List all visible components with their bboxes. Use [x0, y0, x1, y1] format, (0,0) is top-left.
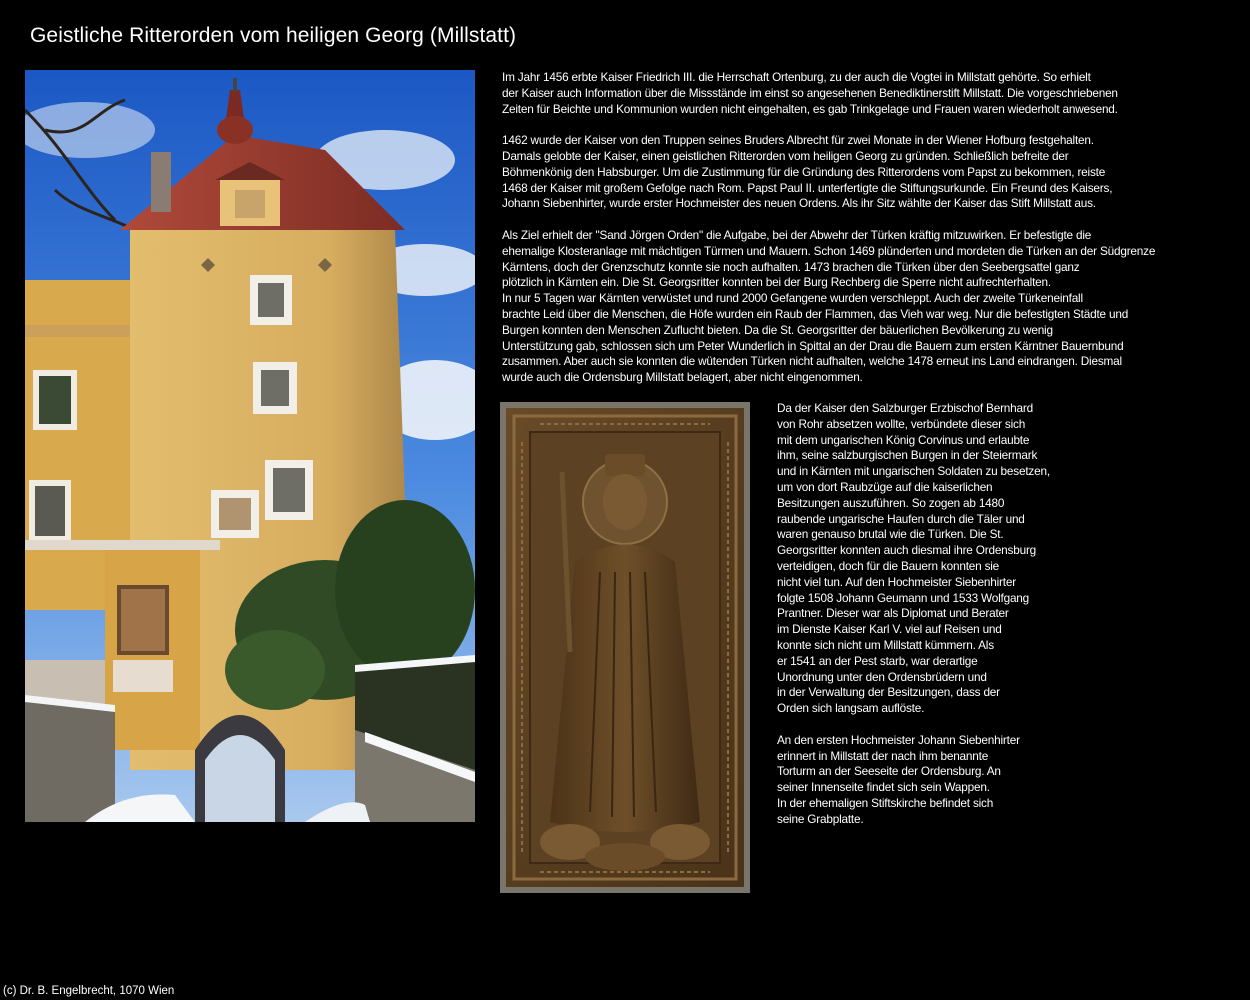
- side-paragraph-2: An den ersten Hochmeister Johann Siebenhirter erinnert in Millstatt der nach ihm benannte Torturm an der Seeseite der Ordensburg. An seiner Innenseite findet sich sein Wappen. In der ehemaligen Stiftskirche befindet sich seine Grabplatte.: [777, 732, 1020, 826]
- article-paragraph-1: Im Jahr 1456 erbte Kaiser Friedrich III. die Herrschaft Ortenburg, zu der auch die Vogtei in Millstatt gehörte. So erhielt der Kaiser auch Information über die Missstände im einst so angesehenen Benediktinerstift Millstatt. Die vorgeschriebenen Zeiten für Beichte und Kommunion wurden nicht eingehalten, es gab Trinkgelage und Frauen waren wiederholt anwesend.: [502, 70, 1118, 116]
- copyright-footer: (c) Dr. B. Engelbrecht, 1070 Wien: [3, 985, 175, 997]
- tomb-plate-drawing: [500, 402, 750, 893]
- article-paragraph-2: 1462 wurde der Kaiser von den Truppen seines Bruders Albrecht für zwei Monate in der Wiener Hofburg festgehalten. Damals gelobte der Kaiser, einen geistlichen Ritterorden vom heiligen Georg zu gründen. Schließlich befreite der Böhmenkönig den Habsburger. Um die Zustimmung für die Gründung des Ritterordens vom Papst zu bekommen, reiste 1468 der Kaiser mit großem Gefolge nach Rom. Papst Paul II. unterfertigte die Stiftungsurkunde. Ein Freund des Kaisers, Johann Siebenhirter, wurde erster Hochmeister des neuen Ordens. Als ihr Sitz wählte der Kaiser das Stift Millstatt aus.: [502, 133, 1113, 211]
- tower-photo: [25, 70, 475, 822]
- side-text: [777, 401, 1097, 843]
- side-paragraph-1: Da der Kaiser den Salzburger Erzbischof Bernhard von Rohr absetzen wollte, verbündete dieser sich mit dem ungarischen König Corvinus und erlaubte ihm, seine salzburgischen Burgen in der Steiermark und in Kärnten mit ungarischen Soldaten zu besetzen, um von dort Raubzüge auf die kaiserlichen Besitzungen auszuführen. So zogen ab 1480 raubende ungarische Haufen durch die Täler und waren genauso brutal wie die Türken. Die St. Georgsritter konnten auch diesmal ihre Ordensburg verteidigen, doch für die Bauern konnten sie nicht viel tun. Auf den Hochmeister Siebenhirter folgte 1508 Johann Geumann und 1533 Wolfgang Prantner. Dieser war als Diplomat und Berater im Dienste Kaiser Karl V. viel auf Reisen und konnte sich nicht um Millstatt kümmern. Als er 1541 an der Pest starb, war derartige Unordnung unter den Ordensbrüdern und in der Verwaltung der Besitzungen, dass der Orden sich langsam auflöste.: [777, 401, 1050, 716]
- tomb-plate-photo: [500, 402, 750, 893]
- article-body: [502, 70, 1222, 402]
- page-title: Geistliche Ritterorden vom heiligen Georg (Millstatt): [30, 24, 517, 47]
- article-paragraph-3: Als Ziel erhielt der "Sand Jörgen Orden" die Aufgabe, bei der Abwehr der Türken kräftig mitzuwirken. Er befestigte die ehemalige Klosteranlage mit mächtigen Türmen und Mauern. Schon 1469 plünderten und mordeten die Türken an der Südgrenze Kärntens, doch der Grenzschutz konnte sie noch aufhalten. 1473 brachen die Türken über den Seebergsattel ganz plötzlich in Kärnten ein. Die St. Georgsritter konnten bei der Burg Rechberg die Sperre nicht aufrechterhalten. In nur 5 Tagen war Kärnten verwüstet und rund 2000 Gefangene wurden verschleppt. Auch der zweite Türkeneinfall brachte Leid über die Menschen, die Höfe wurden ein Raub der Flammen, das Vieh war weg. Nur die befestigten Städte und Burgen konnten den Menschen Zuflucht bieten. Da die St. Georgsritter der bäuerlichen Bevölkerung zu wenig Unterstützung gab, schlossen sich um Peter Wunderlich in Spittal an der Drau die Bauern zum ersten Kärntner Bauernbund zusammen. Aber auch sie konnten die wütenden Türken nicht aufhalten, welche 1478 erneut ins Land eindrangen. Diesmal wurde auch die Ordensburg Millstatt belagert, aber nicht eingenommen.: [502, 227, 1156, 385]
- tower-photo-drawing: [25, 70, 475, 822]
